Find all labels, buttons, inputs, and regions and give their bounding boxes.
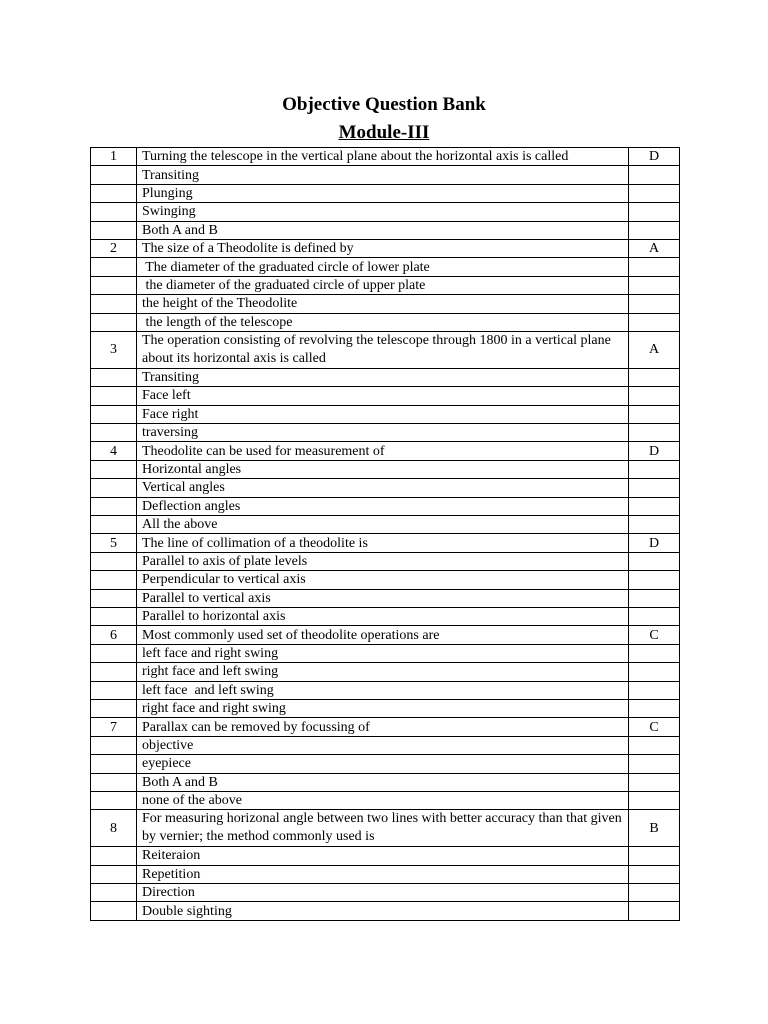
empty-answer-cell xyxy=(629,497,680,515)
question-number: 3 xyxy=(91,331,137,368)
option-row xyxy=(91,258,680,276)
option-row xyxy=(91,221,680,239)
empty-answer-cell xyxy=(629,681,680,699)
option-row xyxy=(91,460,680,478)
option-row xyxy=(91,884,680,902)
option-text: eyepiece xyxy=(137,755,629,773)
option-row xyxy=(91,681,680,699)
option-row xyxy=(91,184,680,202)
option-row xyxy=(91,736,680,754)
answer-key: C xyxy=(629,718,680,736)
empty-answer-cell xyxy=(629,166,680,184)
empty-number-cell xyxy=(91,184,137,202)
empty-number-cell xyxy=(91,755,137,773)
option-row xyxy=(91,865,680,883)
option-row xyxy=(91,387,680,405)
option-row xyxy=(91,405,680,423)
option-text: Repetition xyxy=(137,865,629,883)
option-text: left face and left swing xyxy=(137,681,629,699)
empty-number-cell xyxy=(91,497,137,515)
empty-number-cell xyxy=(91,203,137,221)
option-text: Both A and B xyxy=(137,773,629,791)
question-number: 8 xyxy=(91,810,137,847)
empty-answer-cell xyxy=(629,221,680,239)
option-text: right face and left swing xyxy=(137,663,629,681)
option-text: The diameter of the graduated circle of lower plate xyxy=(137,258,629,276)
empty-answer-cell xyxy=(629,736,680,754)
document-title: Objective Question Bank xyxy=(282,94,486,115)
option-text: traversing xyxy=(137,424,629,442)
question-row xyxy=(91,331,680,368)
option-text: Reiteraion xyxy=(137,847,629,865)
answer-key: C xyxy=(629,626,680,644)
option-text: the height of the Theodolite xyxy=(137,295,629,313)
empty-answer-cell xyxy=(629,258,680,276)
empty-number-cell xyxy=(91,571,137,589)
empty-answer-cell xyxy=(629,276,680,294)
option-row xyxy=(91,589,680,607)
option-text: Both A and B xyxy=(137,221,629,239)
empty-answer-cell xyxy=(629,295,680,313)
question-row xyxy=(91,442,680,460)
question-number: 1 xyxy=(91,148,137,166)
answer-key: A xyxy=(629,239,680,257)
answer-key: D xyxy=(629,442,680,460)
empty-number-cell xyxy=(91,258,137,276)
empty-answer-cell xyxy=(629,589,680,607)
empty-number-cell xyxy=(91,607,137,625)
empty-number-cell xyxy=(91,552,137,570)
empty-number-cell xyxy=(91,368,137,386)
option-text: Parallel to axis of plate levels xyxy=(137,552,629,570)
option-row xyxy=(91,607,680,625)
empty-answer-cell xyxy=(629,865,680,883)
option-text: objective xyxy=(137,736,629,754)
empty-number-cell xyxy=(91,902,137,920)
empty-number-cell xyxy=(91,387,137,405)
option-text: All the above xyxy=(137,516,629,534)
question-number: 5 xyxy=(91,534,137,552)
question-number: 6 xyxy=(91,626,137,644)
question-text: The line of collimation of a theodolite is xyxy=(137,534,629,552)
empty-answer-cell xyxy=(629,644,680,662)
option-row xyxy=(91,644,680,662)
option-text: Deflection angles xyxy=(137,497,629,515)
question-number: 4 xyxy=(91,442,137,460)
option-text: Transiting xyxy=(137,166,629,184)
question-row xyxy=(91,810,680,847)
question-row xyxy=(91,626,680,644)
empty-number-cell xyxy=(91,405,137,423)
module-heading: Module-III xyxy=(338,122,430,143)
empty-number-cell xyxy=(91,516,137,534)
option-row xyxy=(91,276,680,294)
empty-answer-cell xyxy=(629,405,680,423)
option-text: Parallel to vertical axis xyxy=(137,589,629,607)
empty-number-cell xyxy=(91,479,137,497)
empty-answer-cell xyxy=(629,516,680,534)
empty-answer-cell xyxy=(629,663,680,681)
empty-number-cell xyxy=(91,847,137,865)
option-row xyxy=(91,166,680,184)
question-row xyxy=(91,718,680,736)
option-row xyxy=(91,479,680,497)
option-text: Plunging xyxy=(137,184,629,202)
option-text: Vertical angles xyxy=(137,479,629,497)
empty-answer-cell xyxy=(629,699,680,717)
option-row xyxy=(91,902,680,920)
empty-answer-cell xyxy=(629,902,680,920)
question-number: 7 xyxy=(91,718,137,736)
empty-answer-cell xyxy=(629,571,680,589)
empty-number-cell xyxy=(91,791,137,809)
empty-number-cell xyxy=(91,884,137,902)
option-text: left face and right swing xyxy=(137,644,629,662)
option-row xyxy=(91,773,680,791)
answer-key: D xyxy=(629,534,680,552)
option-row xyxy=(91,516,680,534)
empty-number-cell xyxy=(91,166,137,184)
option-text: Perpendicular to vertical axis xyxy=(137,571,629,589)
empty-answer-cell xyxy=(629,552,680,570)
option-text: Transiting xyxy=(137,368,629,386)
option-row xyxy=(91,368,680,386)
question-text: The size of a Theodolite is defined by xyxy=(137,239,629,257)
question-table xyxy=(90,147,680,921)
answer-key: B xyxy=(629,810,680,847)
option-text: none of the above xyxy=(137,791,629,809)
empty-number-cell xyxy=(91,773,137,791)
empty-number-cell xyxy=(91,460,137,478)
empty-number-cell xyxy=(91,865,137,883)
empty-answer-cell xyxy=(629,791,680,809)
empty-number-cell xyxy=(91,424,137,442)
empty-answer-cell xyxy=(629,313,680,331)
option-text: the length of the telescope xyxy=(137,313,629,331)
empty-answer-cell xyxy=(629,424,680,442)
question-text: The operation consisting of revolving the telescope through 1800 in a vertical plane about its horizontal axis is called xyxy=(137,331,629,368)
option-text: right face and right swing xyxy=(137,699,629,717)
option-text: Horizontal angles xyxy=(137,460,629,478)
empty-answer-cell xyxy=(629,460,680,478)
empty-number-cell xyxy=(91,589,137,607)
answer-key: D xyxy=(629,148,680,166)
empty-number-cell xyxy=(91,644,137,662)
empty-answer-cell xyxy=(629,773,680,791)
option-row xyxy=(91,424,680,442)
question-text: Parallax can be removed by focussing of xyxy=(137,718,629,736)
empty-number-cell xyxy=(91,295,137,313)
empty-number-cell xyxy=(91,276,137,294)
option-text: Double sighting xyxy=(137,902,629,920)
option-row xyxy=(91,295,680,313)
empty-answer-cell xyxy=(629,387,680,405)
option-text: Direction xyxy=(137,884,629,902)
question-text: Turning the telescope in the vertical plane about the horizontal axis is called xyxy=(137,148,629,166)
option-row xyxy=(91,847,680,865)
option-row xyxy=(91,552,680,570)
option-row xyxy=(91,571,680,589)
option-text: Face left xyxy=(137,387,629,405)
empty-answer-cell xyxy=(629,755,680,773)
answer-key: A xyxy=(629,331,680,368)
empty-answer-cell xyxy=(629,184,680,202)
question-text: Theodolite can be used for measurement of xyxy=(137,442,629,460)
option-text: Parallel to horizontal axis xyxy=(137,607,629,625)
question-text: For measuring horizonal angle between two lines with better accuracy than that given by vernier; the method commonly used is xyxy=(137,810,629,847)
empty-number-cell xyxy=(91,663,137,681)
empty-number-cell xyxy=(91,681,137,699)
question-row xyxy=(91,148,680,166)
option-row xyxy=(91,663,680,681)
empty-answer-cell xyxy=(629,607,680,625)
option-row xyxy=(91,497,680,515)
question-row xyxy=(91,534,680,552)
question-text: Most commonly used set of theodolite operations are xyxy=(137,626,629,644)
empty-answer-cell xyxy=(629,368,680,386)
empty-answer-cell xyxy=(629,479,680,497)
option-text: Swinging xyxy=(137,203,629,221)
empty-answer-cell xyxy=(629,884,680,902)
empty-number-cell xyxy=(91,313,137,331)
option-row xyxy=(91,755,680,773)
option-row xyxy=(91,203,680,221)
option-row xyxy=(91,699,680,717)
option-text: the diameter of the graduated circle of upper plate xyxy=(137,276,629,294)
question-row xyxy=(91,239,680,257)
empty-answer-cell xyxy=(629,203,680,221)
empty-number-cell xyxy=(91,699,137,717)
question-number: 2 xyxy=(91,239,137,257)
empty-answer-cell xyxy=(629,847,680,865)
empty-number-cell xyxy=(91,736,137,754)
option-row xyxy=(91,313,680,331)
option-text: Face right xyxy=(137,405,629,423)
empty-number-cell xyxy=(91,221,137,239)
option-row xyxy=(91,791,680,809)
